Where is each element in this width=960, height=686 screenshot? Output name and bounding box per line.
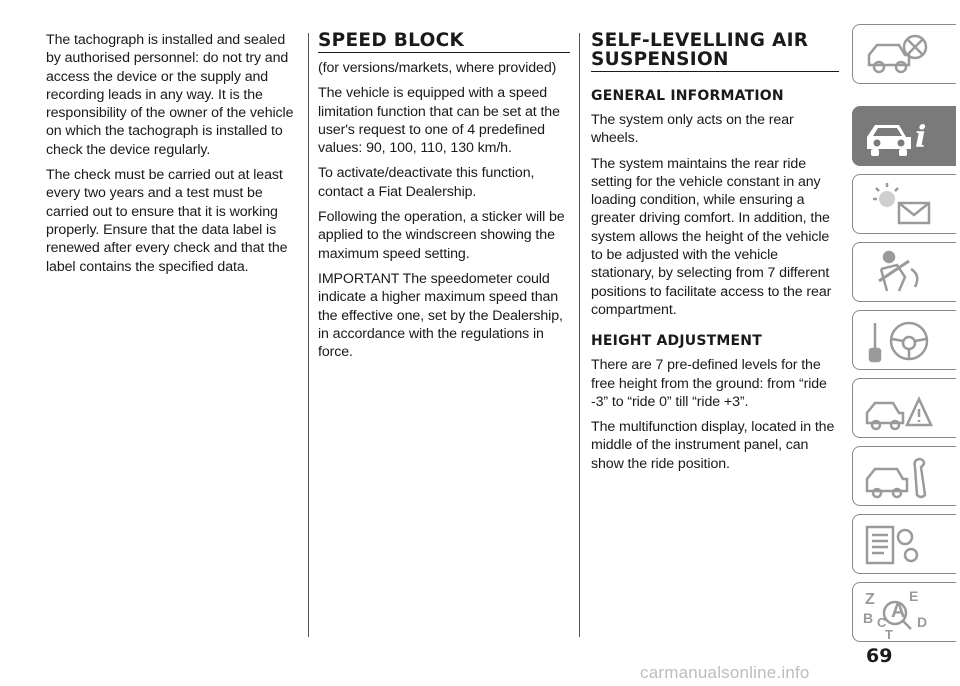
watermark: carmanualsonline.info [640,663,810,682]
alphabetical-index-icon [859,587,939,639]
tab-dashboard[interactable] [852,24,956,84]
tab-emergency[interactable] [852,378,956,438]
paragraph: The system maintains the rear ride setting for the vehicle constant in any loading condition, while ensuring a greater driving comfort. In addition, the system allows the height of the vehicle to be adjusted with the vehicle stationary, by selecting from 7 different positions to facilitate access to the rear compartment. [591,155,832,318]
tab-warning-lights[interactable] [852,174,956,234]
paragraph: There are 7 pre-defined levels for the free height from the ground: from “ride -3” to “ride 0” till “ride +3”. [591,357,827,410]
paragraph: The tachograph is installed and sealed by authorised personnel: do not try and access the device or the supply and recording leads in any way. It is the responsibility of the owner of the vehicle on which the tachograph is installed to check the device regularly. [46,32,294,158]
svg-text:i: i [915,120,927,155]
paragraph: Following the operation, a sticker will be applied to the windscreen showing the maximum speed setting. [318,209,565,262]
starting-driving-icon [859,315,939,367]
column-tachograph [46,31,298,283]
paragraph: The multifunction display, located in the middle of the instrument panel, can show the ride position. [591,419,835,472]
paragraph: IMPORTANT The speedometer could indicate a higher maximum speed than the effective one, set by the Dealership, in accordance with the regulations in force. [318,270,563,361]
car-maintenance-icon [859,451,939,503]
page-number: 69 [866,645,893,667]
tab-starting-driving[interactable] [852,310,956,370]
tab-getting-to-know[interactable] [852,106,956,166]
tab-technical-specs[interactable] [852,514,956,574]
tab-index[interactable] [852,582,956,642]
car-dashboard-icon [859,29,939,81]
column-divider [308,33,309,637]
svg-text:Z: Z [865,591,875,608]
paragraph: The system only acts on the rear wheels. [591,112,794,147]
svg-text:C: C [877,615,887,630]
paragraph: The vehicle is equipped with a speed limitation function that can be set at the user's request to one of 4 predefined values: 90, 100, 110, 130 km/h. [318,85,560,157]
car-info-icon [859,111,939,163]
tab-safety[interactable] [852,242,956,302]
svg-text:E: E [909,588,919,604]
subheading-general-information: GENERAL INFORMATION [591,88,784,104]
subheading-height-adjustment: HEIGHT ADJUSTMENT [591,333,762,350]
svg-text:B: B [863,610,874,626]
column-speed-block [318,31,570,368]
warning-lights-icon [859,179,939,231]
tab-maintenance[interactable] [852,446,956,506]
seatbelt-airbag-icon [859,247,939,299]
section-heading-air-suspension: SELF-LEVELLING AIR SUSPENSION [591,31,839,72]
svg-text:D: D [917,614,928,630]
column-divider [579,33,580,637]
column-air-suspension [591,31,839,480]
paragraph: (for versions/markets, where provided) [318,60,557,76]
paragraph: To activate/deactivate this function, contact a Fiat Dealership. [318,165,535,200]
technical-specs-icon [859,519,939,571]
paragraph: The check must be carried out at least every two years and a test must be carried out to ensure that it is working properly. Ensure that the data label is renewed after every check and that the label contains the specified data. [46,167,288,275]
section-heading-speed-block: SPEED BLOCK [318,31,570,53]
emergency-icon [859,383,939,435]
svg-text:T: T [885,627,893,639]
svg-text:A: A [891,600,906,622]
